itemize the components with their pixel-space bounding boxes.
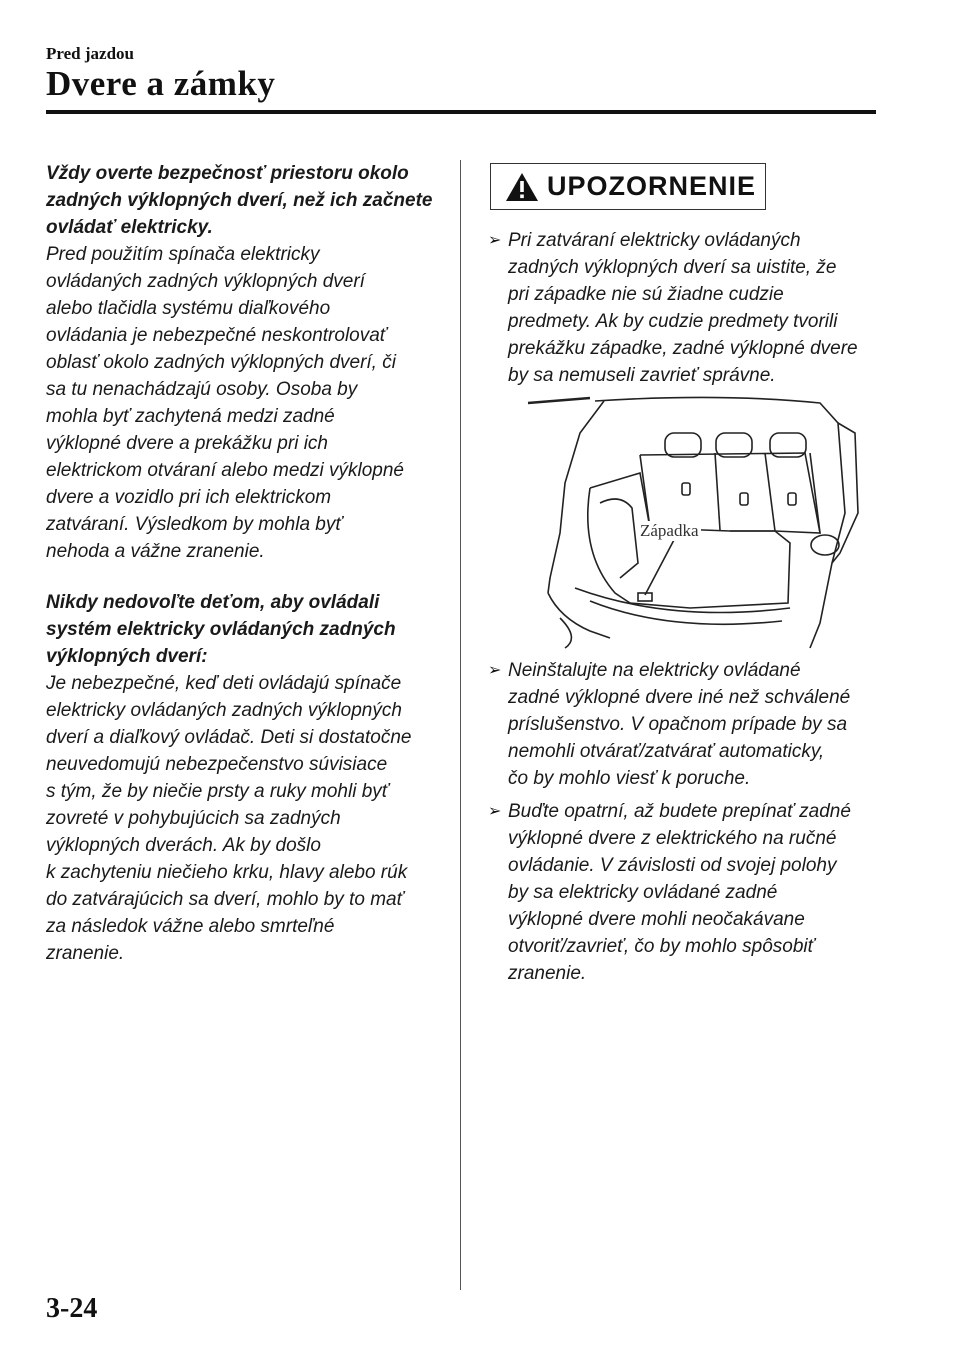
caution-bullet-2-text bbox=[508, 657, 883, 792]
text-line: výklopné dvere mohli neočakávane bbox=[508, 909, 805, 930]
text-line: s tým, že by niečie prsty a ruky mohli byť bbox=[46, 781, 389, 802]
text-line: Nikdy nedovoľte deťom, aby ovládali bbox=[46, 592, 380, 613]
warning-triangle-icon bbox=[505, 172, 539, 202]
caution-bullet-1-text bbox=[508, 227, 883, 389]
text-line: elektrickom otváraní alebo medzi výklopné bbox=[46, 460, 405, 481]
text-line: zovreté v pohybujúcich sa zadných bbox=[46, 808, 341, 829]
latch-callout-label: Západka bbox=[640, 521, 699, 540]
text-line: ovládať elektricky. bbox=[46, 217, 213, 238]
header-rule bbox=[46, 110, 876, 114]
text-line: výklopných dverách. Ak by došlo bbox=[46, 835, 321, 856]
text-line: zadných výklopných dverí sa uistite, že bbox=[508, 257, 837, 278]
text-line: elektricky ovládaných zadných výklopných bbox=[46, 700, 402, 721]
caution-bullet-2-3-group bbox=[488, 657, 883, 993]
section-label: Pred jazdou bbox=[46, 44, 134, 63]
warning-body-1 bbox=[46, 241, 441, 565]
text-line: by sa nemuseli zavrieť správne. bbox=[508, 365, 776, 386]
text-line: ovládaných zadných výklopných dverí bbox=[46, 271, 365, 292]
text-line: mohla byť zachytená medzi zadné bbox=[46, 406, 335, 427]
page-title: Dvere a zámky bbox=[46, 64, 276, 103]
text-line: oblasť okolo zadných výklopných dverí, či bbox=[46, 352, 396, 373]
text-line: systém elektricky ovládaných zadných bbox=[46, 619, 396, 640]
text-line: ovládanie. V závislosti od svojej polohy bbox=[508, 855, 837, 876]
text-line: neuvedomujú nebezpečenstvo súvisiace bbox=[46, 754, 388, 775]
text-line: prekážku západke, zadné výklopné dvere bbox=[508, 338, 858, 359]
trunk-latch-illustration bbox=[520, 393, 860, 653]
caution-bullet-3 bbox=[488, 798, 883, 987]
caution-heading-box bbox=[490, 163, 766, 210]
text-line: k zachyteniu niečieho krku, hlavy alebo rúk bbox=[46, 862, 408, 883]
text-line: Pred použitím spínača elektricky bbox=[46, 244, 320, 265]
text-line: výklopné dvere z elektrického na ručné bbox=[508, 828, 837, 849]
bullet-arrow-icon: ➢ bbox=[488, 232, 502, 249]
text-line: Buďte opatrní, až budete prepínať zadné bbox=[508, 801, 851, 822]
text-line: Vždy overte bezpečnosť priestoru okolo bbox=[46, 163, 409, 184]
text-line: zranenie. bbox=[508, 963, 587, 984]
text-line: dvere a vozidlo pri ich elektrickom bbox=[46, 487, 332, 508]
text-line: sa tu nenachádzajú osoby. Osoba by bbox=[46, 379, 358, 400]
caution-bullet-1 bbox=[488, 227, 883, 389]
text-line: výklopných dverí: bbox=[46, 646, 208, 667]
text-line: Pri zatváraní elektricky ovládaných bbox=[508, 230, 801, 251]
text-line: by sa elektricky ovládané zadné bbox=[508, 882, 778, 903]
text-line: do zatvárajúcich sa dverí, mohlo by to mať bbox=[46, 889, 404, 910]
warning-body-2 bbox=[46, 670, 441, 967]
text-line: zranenie. bbox=[46, 943, 125, 964]
text-line: Neinštalujte na elektricky ovládané bbox=[508, 660, 801, 681]
caution-label: UPOZORNENIE bbox=[547, 171, 757, 201]
text-line: čo by mohlo viesť k poruche. bbox=[508, 768, 751, 789]
text-line: ovládania je nebezpečné neskontrolovať bbox=[46, 325, 387, 346]
column-divider bbox=[460, 160, 461, 1290]
warning-lead-1 bbox=[46, 160, 441, 241]
text-line: dverí a diaľkový ovládač. Deti si dostatočne bbox=[46, 727, 412, 748]
bullet-arrow-icon: ➢ bbox=[488, 662, 502, 679]
left-column bbox=[46, 160, 441, 967]
bullet-arrow-icon: ➢ bbox=[488, 803, 502, 820]
text-line: zadných výklopných dverí, než ich začnete bbox=[46, 190, 433, 211]
text-line: pri západke nie sú žiadne cudzie bbox=[508, 284, 784, 305]
text-line: výklopné dvere a prekážku pri ich bbox=[46, 433, 328, 454]
caution-bullet-1-group bbox=[488, 227, 883, 395]
text-line: nemohli otvárať/zatvárať automaticky, bbox=[508, 741, 825, 762]
text-line: alebo tlačidla systému diaľkového bbox=[46, 298, 331, 319]
text-line: predmety. Ak by cudzie predmety tvorili bbox=[508, 311, 838, 332]
caution-bullet-3-text bbox=[508, 798, 883, 987]
text-line: nehoda a vážne zranenie. bbox=[46, 541, 265, 562]
text-line: Je nebezpečné, keď deti ovládajú spínače bbox=[46, 673, 402, 694]
text-line: príslušenstvo. V opačnom prípade by sa bbox=[508, 714, 848, 735]
text-line: zadné výklopné dvere iné než schválené bbox=[508, 687, 851, 708]
page-number: 3-24 bbox=[46, 1293, 98, 1324]
text-line: otvoriť/zavrieť, čo by mohlo spôsobiť bbox=[508, 936, 815, 957]
caution-bullet-2 bbox=[488, 657, 883, 792]
text-line: za následok vážne alebo smrteľné bbox=[46, 916, 335, 937]
warning-lead-2 bbox=[46, 589, 441, 670]
text-line: zatváraní. Výsledkom by mohla byť bbox=[46, 514, 343, 535]
